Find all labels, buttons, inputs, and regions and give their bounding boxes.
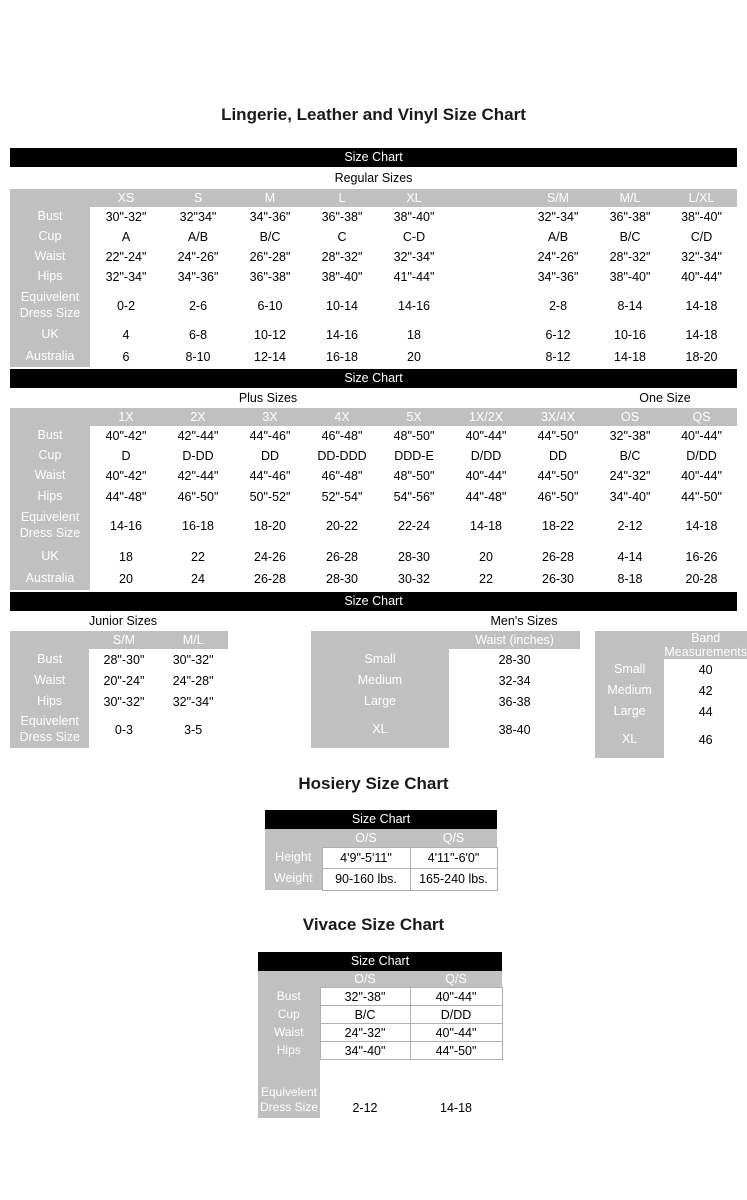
size-value-cell: B/C: [320, 1006, 410, 1024]
size-value-cell: 34"-36": [162, 267, 234, 287]
column-header: XL: [378, 189, 450, 207]
size-chart-bar-label: Size Chart: [344, 594, 403, 608]
size-value-cell: 40"-42": [90, 466, 162, 486]
column-header: QS: [666, 408, 737, 426]
hosiery-table: [265, 829, 498, 891]
size-value-cell: 20-22: [306, 507, 378, 545]
size-value-cell: 22: [162, 545, 234, 568]
size-value-cell: D: [90, 446, 162, 466]
row-label: XL: [311, 712, 450, 748]
size-value-cell: 26-28: [306, 545, 378, 568]
size-value-cell: 44"-46": [234, 426, 306, 446]
row-label: [258, 1060, 320, 1082]
column-header: S: [162, 189, 234, 207]
size-value-cell: 16-18: [162, 507, 234, 545]
row-label: Waist: [10, 670, 89, 691]
table-row: [311, 670, 580, 691]
table-row: [10, 545, 737, 568]
size-value-cell: 38"-40": [594, 267, 666, 287]
size-value-cell: 28"-32": [594, 247, 666, 267]
size-value-cell: 38"-40": [306, 267, 378, 287]
size-value-cell: 8-18: [594, 568, 666, 590]
size-value-cell: 28"-30": [89, 649, 158, 670]
row-label: Australia: [10, 568, 90, 590]
size-value-cell: 16-26: [666, 545, 737, 568]
column-header: S/M: [522, 189, 594, 207]
size-value-cell: 30-32: [378, 568, 450, 590]
table-row: [265, 847, 497, 868]
row-label: Hips: [10, 267, 90, 287]
table-row: [265, 868, 497, 890]
table-row: [258, 1042, 502, 1060]
column-header: 2X: [162, 408, 234, 426]
row-label: Hips: [258, 1042, 320, 1060]
size-value-cell: 4'9"-5'11": [322, 847, 410, 868]
vivace-section: [258, 952, 502, 1118]
column-header: M: [234, 189, 306, 207]
table-row: [10, 712, 228, 748]
column-header: Q/S: [410, 829, 497, 847]
size-value-cell: 4: [90, 324, 162, 346]
size-value-cell: 46"-50": [522, 486, 594, 507]
size-value-cell: [450, 207, 522, 227]
size-value-cell: 20: [450, 545, 522, 568]
column-header: Band Measurements: [664, 631, 747, 659]
plus-sizes-table: [10, 408, 737, 590]
size-chart-bar-vivace: [258, 952, 502, 971]
size-value-cell: B/C: [234, 227, 306, 247]
size-value-cell: 48"-50": [378, 426, 450, 446]
size-value-cell: 41"-44": [378, 267, 450, 287]
size-value-cell: 24-26: [234, 545, 306, 568]
size-value-cell: 40"-44": [410, 988, 502, 1006]
row-label: Medium: [595, 680, 664, 701]
size-value-cell: 36-38: [449, 691, 580, 712]
corner-cell: [10, 408, 90, 426]
column-header: 3X: [234, 408, 306, 426]
column-header: M/L: [159, 631, 228, 649]
table-row: [595, 722, 747, 758]
row-label: Hips: [10, 691, 89, 712]
size-value-cell: 42"-44": [162, 426, 234, 446]
size-value-cell: 14-18: [410, 1082, 502, 1118]
column-header: M/L: [594, 189, 666, 207]
size-value-cell: 18-22: [522, 507, 594, 545]
row-label: UK: [10, 545, 90, 568]
size-value-cell: 44"-50": [522, 426, 594, 446]
regular-sizes-table: [10, 189, 737, 367]
column-header: O/S: [320, 971, 410, 988]
size-value-cell: DD-DDD: [306, 446, 378, 466]
size-value-cell: 44: [664, 701, 747, 722]
size-value-cell: 22-24: [378, 507, 450, 545]
size-chart-bar-regular: [10, 148, 737, 167]
size-value-cell: 44"-50": [666, 486, 737, 507]
column-header-row: [10, 189, 737, 207]
row-label: Cup: [10, 227, 90, 247]
table-row: [10, 691, 228, 712]
column-header: O/S: [322, 829, 410, 847]
row-label: Cup: [258, 1006, 320, 1024]
size-value-cell: 24"-32": [320, 1024, 410, 1042]
size-value-cell: 12-14: [234, 346, 306, 367]
plus-section-labels: [0, 388, 747, 408]
column-header: L/XL: [666, 189, 737, 207]
row-label: Cup: [10, 446, 90, 466]
size-chart-bar-junior-mens: [10, 592, 737, 611]
row-label: Waist: [10, 247, 90, 267]
column-header-row: [265, 829, 497, 847]
size-value-cell: 54"-56": [378, 486, 450, 507]
size-value-cell: [450, 247, 522, 267]
empty-cell: [410, 1060, 502, 1082]
size-chart-bar-plus: [10, 369, 737, 388]
size-value-cell: A: [90, 227, 162, 247]
size-value-cell: 34"-36": [234, 207, 306, 227]
corner-cell: [265, 829, 322, 847]
table-row: [595, 680, 747, 701]
size-value-cell: 2-12: [320, 1082, 410, 1118]
table-row: [10, 267, 737, 287]
size-value-cell: 44"-48": [90, 486, 162, 507]
size-value-cell: 165-240 lbs.: [410, 868, 497, 890]
size-value-cell: 24: [162, 568, 234, 590]
size-value-cell: 46"-48": [306, 466, 378, 486]
size-value-cell: 0-3: [89, 712, 158, 748]
junior-sizes-label: Junior Sizes: [88, 614, 158, 628]
size-value-cell: 44"-48": [450, 486, 522, 507]
size-value-cell: 10-16: [594, 324, 666, 346]
size-value-cell: 30"-32": [89, 691, 158, 712]
row-label: Bust: [10, 649, 89, 670]
table-row: [595, 701, 747, 722]
row-label: Bust: [258, 988, 320, 1006]
size-value-cell: 14-18: [666, 507, 737, 545]
size-value-cell: 2-12: [594, 507, 666, 545]
size-value-cell: 30"-32": [90, 207, 162, 227]
size-value-cell: 20-28: [666, 568, 737, 590]
row-label: Waist: [258, 1024, 320, 1042]
table-row: [10, 247, 737, 267]
size-value-cell: 40"-44": [410, 1024, 502, 1042]
size-value-cell: 40"-44": [450, 426, 522, 446]
size-value-cell: 46: [664, 722, 747, 758]
size-value-cell: 34"-40": [320, 1042, 410, 1060]
table-row: [311, 691, 580, 712]
column-header-row: [10, 631, 228, 649]
column-header: Waist (inches): [449, 631, 580, 649]
size-value-cell: 42: [664, 680, 747, 701]
size-value-cell: 32"-38": [320, 988, 410, 1006]
size-value-cell: 20"-24": [89, 670, 158, 691]
table-row: [10, 207, 737, 227]
size-value-cell: 38"-40": [378, 207, 450, 227]
size-value-cell: 26-28: [522, 545, 594, 568]
size-value-cell: 32-34: [449, 670, 580, 691]
table-row: [10, 426, 737, 446]
size-value-cell: 20: [378, 346, 450, 367]
size-value-cell: 14-18: [594, 346, 666, 367]
size-value-cell: 32"34": [162, 207, 234, 227]
size-value-cell: 22: [450, 568, 522, 590]
hosiery-title: Hosiery Size Chart: [298, 774, 449, 793]
column-header: 4X: [306, 408, 378, 426]
column-header: 1X: [90, 408, 162, 426]
size-value-cell: 20: [90, 568, 162, 590]
column-header: Q/S: [410, 971, 502, 988]
size-value-cell: A/B: [162, 227, 234, 247]
size-value-cell: 46"-48": [306, 426, 378, 446]
row-label: Small: [595, 659, 664, 680]
size-value-cell: 8-12: [522, 346, 594, 367]
row-label: Height: [265, 847, 322, 868]
size-value-cell: 42"-44": [162, 466, 234, 486]
size-value-cell: B/C: [594, 227, 666, 247]
size-value-cell: DDD-E: [378, 446, 450, 466]
column-header: XS: [90, 189, 162, 207]
table-row: [311, 649, 580, 670]
table-row: [311, 712, 580, 748]
size-value-cell: [450, 324, 522, 346]
size-value-cell: 44"-50": [410, 1042, 502, 1060]
size-value-cell: 50"-52": [234, 486, 306, 507]
hosiery-section: [265, 810, 497, 891]
size-value-cell: D/DD: [666, 446, 737, 466]
size-value-cell: 2-6: [162, 287, 234, 324]
table-row: [10, 227, 737, 247]
column-header-row: [258, 971, 502, 988]
size-value-cell: 14-16: [306, 324, 378, 346]
table-row: [258, 1024, 502, 1042]
one-size-label: One Size: [639, 391, 691, 405]
size-value-cell: 8-10: [162, 346, 234, 367]
size-value-cell: 16-18: [306, 346, 378, 367]
column-header: OS: [594, 408, 666, 426]
row-label: UK: [10, 324, 90, 346]
size-value-cell: 44"-46": [234, 466, 306, 486]
size-value-cell: 44"-50": [522, 466, 594, 486]
size-value-cell: 32"-34": [90, 267, 162, 287]
size-value-cell: 22"-24": [90, 247, 162, 267]
table-row: [258, 1006, 502, 1024]
size-chart-bar-hosiery: [265, 810, 497, 829]
size-value-cell: 24"-32": [594, 466, 666, 486]
size-value-cell: 90-160 lbs.: [322, 868, 410, 890]
size-value-cell: 38"-40": [666, 207, 737, 227]
junior-mens-section-labels: [0, 611, 747, 631]
size-value-cell: 14-18: [450, 507, 522, 545]
junior-mens-row: [10, 631, 747, 758]
size-value-cell: 14-18: [666, 287, 737, 324]
size-value-cell: C-D: [378, 227, 450, 247]
size-value-cell: A/B: [522, 227, 594, 247]
size-value-cell: 6: [90, 346, 162, 367]
row-label: Equivelent Dress Size: [10, 507, 90, 545]
size-value-cell: 32"-34": [378, 247, 450, 267]
size-value-cell: 10-14: [306, 287, 378, 324]
row-label: Equivelent Dress Size: [258, 1082, 320, 1118]
mens-sizes-label: Men's Sizes: [490, 614, 558, 628]
row-label: XL: [595, 722, 664, 758]
column-header-row: [311, 631, 580, 649]
table-row: [10, 466, 737, 486]
size-value-cell: D/DD: [450, 446, 522, 466]
size-value-cell: [450, 287, 522, 324]
size-value-cell: [450, 227, 522, 247]
size-chart-bar-label: Size Chart: [350, 953, 410, 968]
spacer-row: [258, 1060, 502, 1082]
corner-cell: [258, 971, 320, 988]
size-value-cell: 14-16: [378, 287, 450, 324]
row-label: Waist: [10, 466, 90, 486]
empty-cell: [320, 1060, 410, 1082]
plus-sizes-label: Plus Sizes: [238, 391, 298, 405]
size-value-cell: 40"-44": [450, 466, 522, 486]
row-label: Bust: [10, 207, 90, 227]
size-value-cell: 14-16: [90, 507, 162, 545]
size-value-cell: 18: [90, 545, 162, 568]
size-value-cell: 28-30: [449, 649, 580, 670]
size-value-cell: 40"-44": [666, 466, 737, 486]
size-value-cell: 40: [664, 659, 747, 680]
size-value-cell: 4'11"-6'0": [410, 847, 497, 868]
size-value-cell: 26"-28": [234, 247, 306, 267]
size-value-cell: 6-8: [162, 324, 234, 346]
size-value-cell: 32"-38": [594, 426, 666, 446]
size-value-cell: 28"-32": [306, 247, 378, 267]
size-chart-bar-label: Size Chart: [344, 371, 403, 385]
size-value-cell: D/DD: [410, 1006, 502, 1024]
size-value-cell: C/D: [666, 227, 737, 247]
column-header: 5X: [378, 408, 450, 426]
size-value-cell: 18: [378, 324, 450, 346]
table-row: [10, 287, 737, 324]
table-row: [10, 507, 737, 545]
table-row: [10, 568, 737, 590]
mens-band-table: [595, 631, 747, 758]
size-value-cell: 32"-34": [159, 691, 228, 712]
size-value-cell: 34"-36": [522, 267, 594, 287]
size-value-cell: D-DD: [162, 446, 234, 466]
size-value-cell: 24"-28": [159, 670, 228, 691]
table-row: [10, 486, 737, 507]
corner-cell: [311, 631, 450, 649]
table-row: [10, 324, 737, 346]
size-value-cell: 6-12: [522, 324, 594, 346]
size-value-cell: [450, 267, 522, 287]
junior-sizes-table: [10, 631, 228, 748]
row-label: Equivelent Dress Size: [10, 712, 89, 748]
size-value-cell: 8-14: [594, 287, 666, 324]
size-value-cell: 32"-34": [666, 247, 737, 267]
size-value-cell: 18-20: [234, 507, 306, 545]
size-value-cell: 52"-54": [306, 486, 378, 507]
size-value-cell: 34"-40": [594, 486, 666, 507]
size-value-cell: 48"-50": [378, 466, 450, 486]
table-row: [10, 649, 228, 670]
size-value-cell: 40"-42": [90, 426, 162, 446]
column-header-row: [595, 631, 747, 659]
size-value-cell: 36"-38": [306, 207, 378, 227]
size-value-cell: 24"-26": [522, 247, 594, 267]
corner-cell: [595, 631, 664, 659]
regular-sizes-label: Regular Sizes: [334, 171, 413, 185]
vivace-table: [258, 971, 503, 1118]
size-value-cell: 2-8: [522, 287, 594, 324]
size-chart-bar-label: Size Chart: [344, 150, 403, 164]
size-value-cell: 24"-26": [162, 247, 234, 267]
size-value-cell: 36"-38": [594, 207, 666, 227]
row-label: Weight: [265, 868, 322, 890]
row-label: Hips: [10, 486, 90, 507]
column-header-row: [10, 408, 737, 426]
size-value-cell: 3-5: [159, 712, 228, 748]
size-value-cell: 38-40: [449, 712, 580, 748]
size-value-cell: 36"-38": [234, 267, 306, 287]
size-value-cell: 0-2: [90, 287, 162, 324]
mens-waist-table: [311, 631, 580, 748]
size-value-cell: 46"-50": [162, 486, 234, 507]
size-value-cell: 4-14: [594, 545, 666, 568]
column-header: 1X/2X: [450, 408, 522, 426]
size-value-cell: 14-18: [666, 324, 737, 346]
size-value-cell: 28-30: [306, 568, 378, 590]
table-row: [10, 346, 737, 367]
table-row: [10, 446, 737, 466]
row-label: Australia: [10, 346, 90, 367]
corner-cell: [10, 631, 89, 649]
table-row: [258, 1082, 502, 1118]
size-value-cell: DD: [522, 446, 594, 466]
size-value-cell: [450, 346, 522, 367]
table-row: [10, 670, 228, 691]
size-value-cell: C: [306, 227, 378, 247]
size-value-cell: 30"-32": [159, 649, 228, 670]
column-header: S/M: [89, 631, 158, 649]
size-value-cell: 6-10: [234, 287, 306, 324]
row-label: Large: [311, 691, 450, 712]
row-label: Medium: [311, 670, 450, 691]
size-value-cell: DD: [234, 446, 306, 466]
column-header: L: [306, 189, 378, 207]
size-value-cell: 32"-34": [522, 207, 594, 227]
row-label: Large: [595, 701, 664, 722]
column-header: 3X/4X: [522, 408, 594, 426]
size-value-cell: 40"-44": [666, 426, 737, 446]
row-label: Bust: [10, 426, 90, 446]
column-header: [450, 189, 522, 207]
size-value-cell: 26-28: [234, 568, 306, 590]
row-label: Small: [311, 649, 450, 670]
size-value-cell: 28-30: [378, 545, 450, 568]
size-value-cell: 18-20: [666, 346, 737, 367]
size-value-cell: 40"-44": [666, 267, 737, 287]
corner-cell: [10, 189, 90, 207]
size-value-cell: 26-30: [522, 568, 594, 590]
table-row: [258, 988, 502, 1006]
size-value-cell: 10-12: [234, 324, 306, 346]
size-value-cell: B/C: [594, 446, 666, 466]
table-row: [595, 659, 747, 680]
page-title: Lingerie, Leather and Vinyl Size Chart: [221, 105, 526, 124]
row-label: Equivelent Dress Size: [10, 287, 90, 324]
size-chart-bar-label: Size Chart: [351, 812, 411, 826]
vivace-title: Vivace Size Chart: [302, 914, 445, 934]
